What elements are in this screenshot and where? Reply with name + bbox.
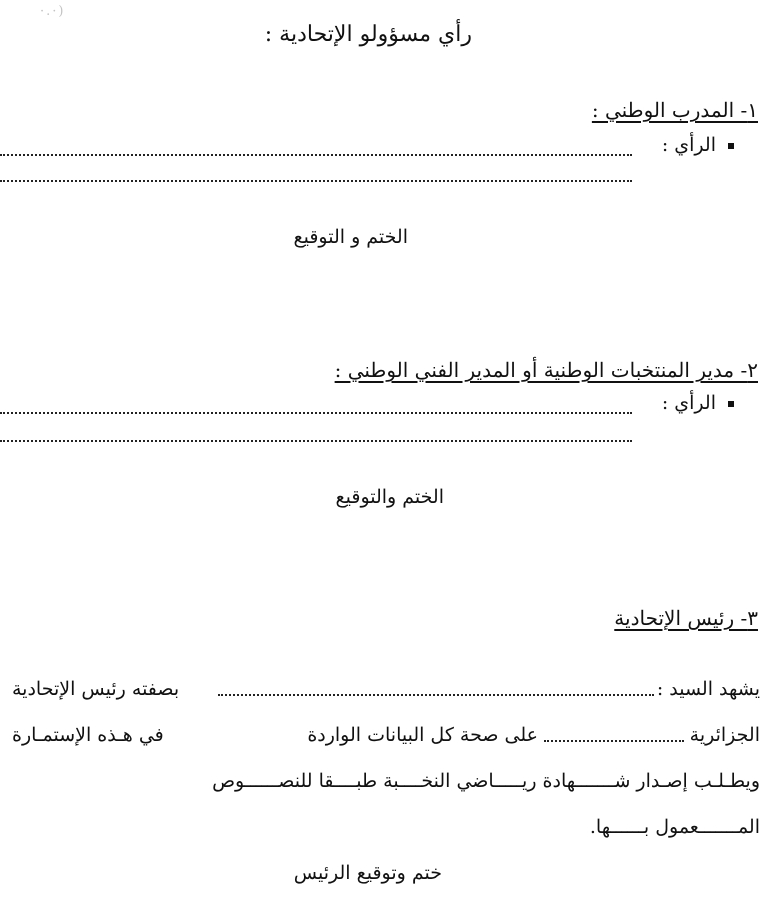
bullet-icon — [728, 143, 734, 149]
section1-opinion-label: الرأي : — [661, 134, 716, 156]
section1-opinion-dots-2[interactable] — [0, 180, 632, 182]
section2-opinion-row — [662, 392, 734, 414]
bullet-icon — [728, 401, 734, 407]
section2-stamp-label: الختم والتوقيع — [335, 486, 444, 508]
section2-opinion-dots-1[interactable] — [0, 412, 632, 414]
section3-line2-b: على صحة كل البيانات الواردة — [307, 724, 538, 746]
section3-name-dots[interactable] — [218, 694, 654, 696]
section1-stamp-label: الختم و التوقيع — [293, 226, 408, 248]
section1-opinion-row — [662, 134, 734, 156]
page-title: رأي مسؤولو الإتحادية : — [264, 22, 472, 47]
section3-line1-start: يشهد السيد : — [656, 678, 760, 700]
section2-opinion-label: الرأي : — [661, 392, 716, 414]
section2-heading — [335, 358, 758, 382]
scan-noise-mark: ·.·) — [40, 4, 66, 19]
section3-line4: المـــــــعمول بــــــها. — [589, 816, 760, 838]
section3-stamp-label: ختم وتوقيع الرئيس — [293, 862, 442, 884]
section1-heading — [592, 98, 758, 122]
section3-line3: ويطـلـب إصـدار شـــــــهادة ريـــــاضي النخــــبة طبــــقا للنصــــــوص — [212, 770, 760, 792]
section1-opinion-dots-1[interactable] — [0, 154, 632, 156]
section3-heading-text: ٣- رئيس الإتحادية — [614, 606, 758, 630]
section3-federation-dots[interactable] — [544, 740, 684, 742]
section3-line1-end: بصفته رئيس الإتحادية — [12, 678, 180, 700]
section3-line2-c: في هـذه الإستمـارة — [12, 724, 164, 746]
section3-heading — [614, 606, 758, 630]
section2-heading-text: ٢- مدير المنتخبات الوطنية أو المدير الفني الوطني : — [334, 358, 758, 382]
section3-line2-a: الجزائرية — [689, 724, 760, 746]
section2-opinion-dots-2[interactable] — [0, 440, 632, 442]
section1-heading-text: ١- المدرب الوطني : — [591, 98, 758, 122]
